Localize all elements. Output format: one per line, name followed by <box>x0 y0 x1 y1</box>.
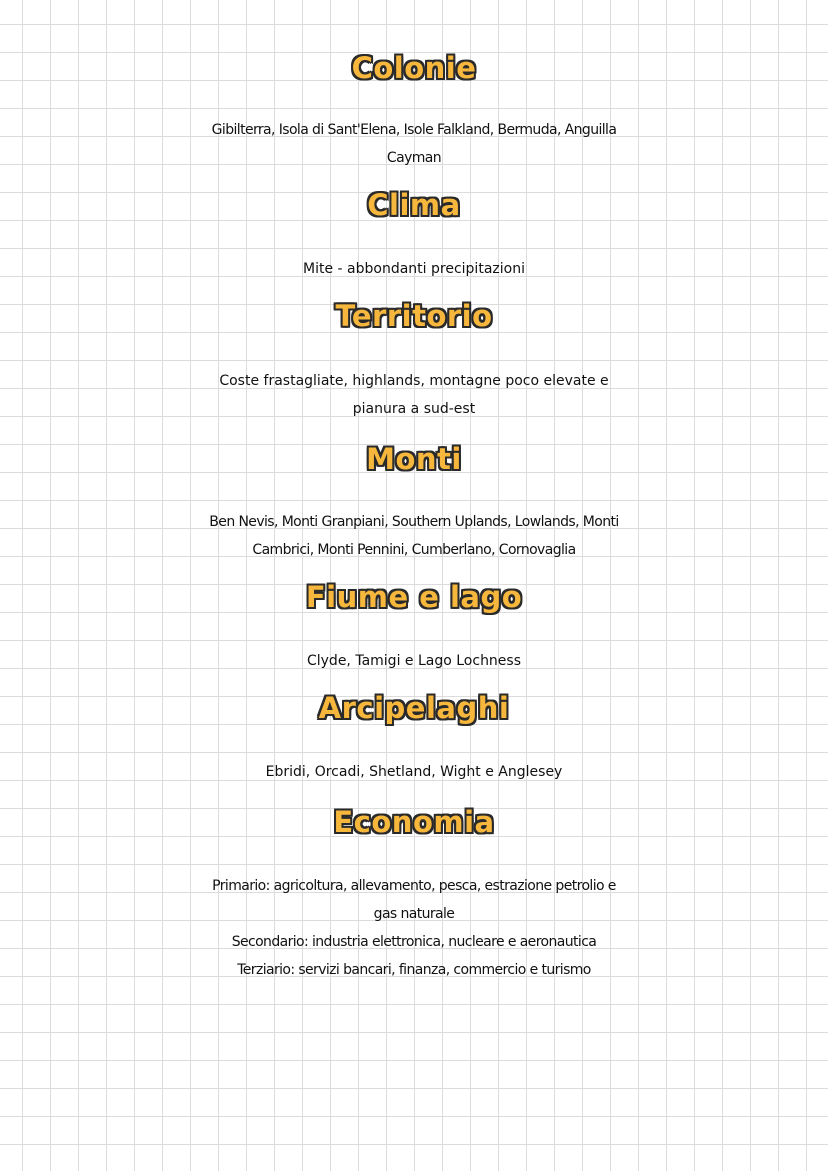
heading-colonie: Colonie <box>351 51 477 85</box>
text-line: Coste frastagliate, highlands, montagne poco elevate e <box>219 373 609 389</box>
heading-clima: Clima <box>367 188 461 222</box>
text-line: Ebridi, Orcadi, Shetland, Wight e Anglesey <box>265 764 563 780</box>
text-line: Cayman <box>386 150 442 166</box>
text-arcipelaghi <box>0 758 828 786</box>
text-colonie <box>0 116 828 172</box>
text-monti <box>0 508 828 564</box>
text-line: Terziario: servizi bancari, finanza, commercio e turismo <box>237 962 591 978</box>
text-line: Primario: agricoltura, allevamento, pesca, estrazione petrolio e <box>212 878 616 894</box>
text-line: Mite - abbondanti precipitazioni <box>303 261 525 277</box>
heading-territorio: Territorio <box>335 299 493 333</box>
text-line: Secondario: industria elettronica, nucleare e aeronautica <box>231 934 597 950</box>
text-line: pianura a sud-est <box>352 401 476 417</box>
text-line: Clyde, Tamigi e Lago Lochness <box>306 653 522 669</box>
text-line: gas naturale <box>373 906 455 922</box>
text-territorio <box>0 367 828 423</box>
heading-fiume-e-lago: Fiume e lago <box>305 580 523 614</box>
text-economia <box>0 872 828 984</box>
text-line: Ben Nevis, Monti Granpiani, Southern Uplands, Lowlands, Monti <box>209 514 619 530</box>
text-line: Cambrici, Monti Pennini, Cumberlano, Cornovaglia <box>252 542 576 558</box>
text-clima <box>0 255 828 283</box>
heading-arcipelaghi: Arcipelaghi <box>318 691 510 725</box>
text-line: Gibilterra, Isola di Sant'Elena, Isole Falkland, Bermuda, Anguilla <box>211 122 617 138</box>
text-fiume-e-lago <box>0 647 828 675</box>
heading-monti: Monti <box>366 442 462 476</box>
heading-economia: Economia <box>333 805 495 839</box>
